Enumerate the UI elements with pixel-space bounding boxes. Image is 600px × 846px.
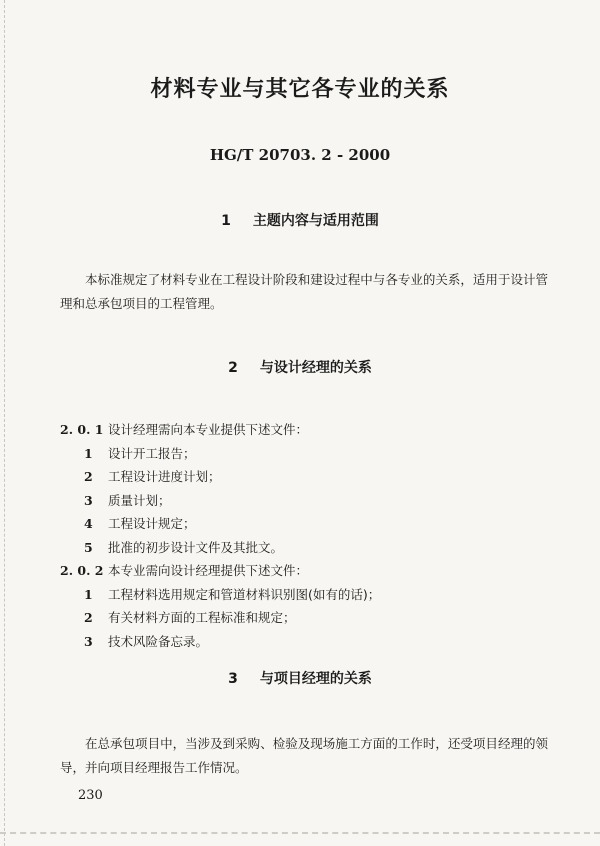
scan-edge-left (4, 0, 6, 846)
scan-edge-bottom (0, 832, 600, 835)
section-number: 3 (228, 671, 238, 687)
section-3-heading (0, 668, 600, 688)
section-3-paragraph: 在总承包项目中，当涉及到采购、检验及现场施工方面的工作时，还受项目经理的领导，并向项目经理报告工作情况。 (60, 736, 548, 775)
item-number: 3 (84, 633, 93, 649)
item-text: 工程材料选用规定和管道材料识别图(如有的话)； (108, 586, 381, 602)
page-number: 230 (78, 788, 103, 803)
section-title: 与设计经理的关系 (259, 360, 372, 376)
item-number: 4 (84, 516, 93, 531)
list-item (60, 489, 550, 513)
section-number: 2 (228, 360, 238, 376)
item-number: 5 (84, 539, 93, 555)
item-text: 有关材料方面的工程标准和规定； (108, 610, 296, 625)
list-item (60, 583, 550, 607)
standard-code: HG/T 20703. 2 - 2000 (209, 146, 391, 164)
item-text: 工程设计进度计划； (108, 469, 221, 484)
list-item (60, 442, 550, 466)
item-number: 2 (84, 610, 93, 625)
section-2-heading (0, 357, 600, 377)
section-1-paragraph: 本标准规定了材料专业在工程设计阶段和建设过程中与各专业的关系，适用于设计管理和总承包项目的工程管理。 (60, 272, 548, 311)
clause-number: 2. 0. 1 (60, 422, 104, 437)
clause-number: 2. 0. 2 (60, 563, 104, 578)
list-item (60, 630, 550, 654)
item-number: 1 (84, 586, 93, 602)
item-number: 3 (84, 492, 93, 508)
list-item (60, 465, 550, 489)
clause-text: 设计经理需向本专业提供下述文件： (108, 422, 309, 437)
section-1-heading (0, 210, 600, 230)
section-2-clauses (60, 418, 550, 653)
item-number: 2 (84, 469, 93, 484)
list-item (60, 536, 550, 560)
section-title: 与项目经理的关系 (259, 671, 372, 687)
item-text: 批准的初步设计文件及其批文。 (108, 539, 284, 555)
clause-2-0-2 (60, 559, 550, 583)
item-text: 设计开工报告； (108, 445, 196, 461)
item-text: 质量计划； (108, 492, 171, 508)
item-text: 工程设计规定； (108, 516, 196, 531)
clause-2-0-1 (60, 418, 550, 442)
document-title: 材料专业与其它各专业的关系 (150, 77, 450, 102)
section-number: 1 (221, 213, 231, 229)
item-number: 1 (84, 445, 93, 461)
clause-text: 本专业需向设计经理提供下述文件： (108, 563, 309, 578)
list-item (60, 512, 550, 536)
list-item (60, 606, 550, 630)
item-text: 技术风险备忘录。 (108, 633, 209, 649)
section-title: 主题内容与适用范围 (252, 213, 379, 229)
